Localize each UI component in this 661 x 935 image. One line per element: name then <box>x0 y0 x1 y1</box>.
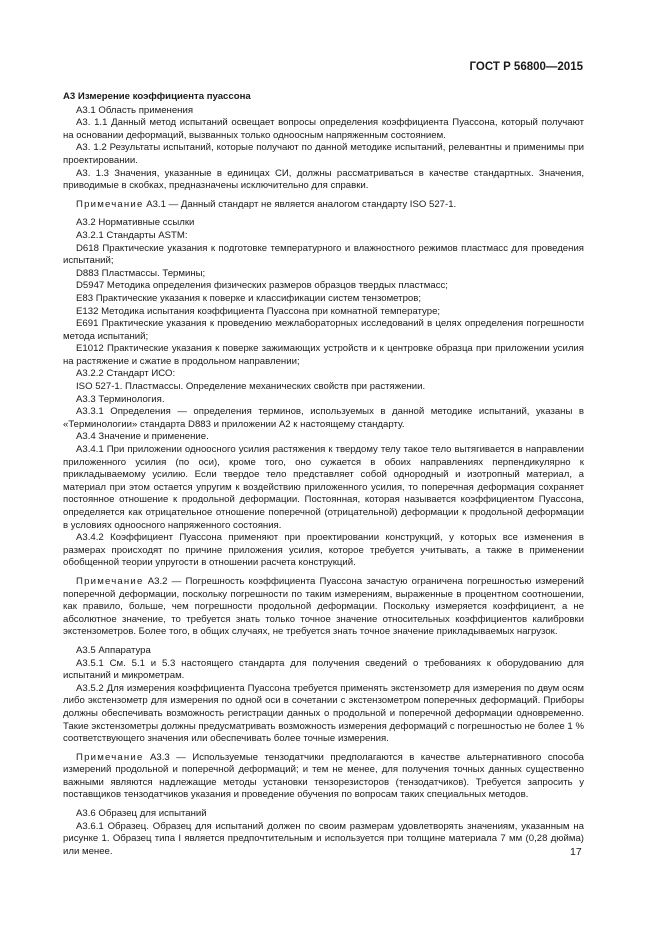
paragraph: E83 Практические указания к поверке и классификации систем тензометров; <box>76 292 422 304</box>
paragraph: А3.3 Терминология. <box>76 393 165 405</box>
note-text: А3.3 — Используемые тензодатчики предполагаются в качестве альтернативного способа измерений продольной и поперечной деформаций; и тем не менее, для получения точных данных существенно важными являются надлежащие методы установки тензорезисторов (тензодатчиков). Требуется запросить у поставщиков тензодатчиков указания и проведение обучения по вопросам таких специальных методов. <box>63 751 584 801</box>
paragraph: ISO 527-1. Пластмассы. Определение механических свойств при растяжении. <box>76 381 426 393</box>
note-label: Примечание <box>76 198 144 210</box>
paragraph: А3.4.1 При приложении одноосного усилия растяжения к твердому телу такое тело вытягивается в направлении приложенного усилия (по оси), кроме того, оно сужается в обоих направлениях перпендикулярно к прикладываемому усилию. Если твердое тело представляет собой однородный и изотропный материал, а материал при этом остается упругим к воздействию приложенного усилия, то поперечная деформация сохраняет постоянное отношение к продольной деформации. Постоянная, которая называется коэффициентом Пуассона, определяется как отрицательное отношение поперечной (отрицательной) деформации к продольной деформации в условиях одноосного напряженного состояния. <box>63 444 584 531</box>
paragraph: E691 Практические указания к проведению межлабораторных исследований в целях определения погрешности метода испытаний; <box>63 318 584 342</box>
paragraph: А3.2.2 Стандарт ИСО: <box>76 368 176 380</box>
document-body <box>63 91 584 858</box>
paragraph: А3.3.1 Определения — определения терминов, используемых в данной методике испытаний, указаны в «Терминологии» стандарта D883 и приложении А2 к настоящему стандарту. <box>63 406 584 430</box>
paragraph: А3.5 Аппаратура <box>76 644 151 656</box>
paragraph: D5947 Методика определения физических размеров образцов твердых пластмасс; <box>76 280 448 292</box>
note-text: А3.1 — Данный стандарт не является аналогом стандарту ISO 527-1. <box>143 198 457 210</box>
paragraph: А3.6.1 Образец. Образец для испытаний должен по своим размерам удовлетворять значениям, указанным на рисунке 1. Образец типа I является предпочтительным и используется при толщине материала 7 мм (0,28 дюйма) или менее. <box>63 820 584 857</box>
paragraph: E1012 Практические указания к поверке зажимающих устройств и к центровке образца при приложении усилия на растяжение и сжатие в продольном направлении; <box>63 343 584 367</box>
paragraph: D883 Пластмассы. Термины; <box>76 267 206 279</box>
note-paragraph <box>63 576 584 639</box>
paragraph: E132 Методика испытания коэффициента Пуассона при комнатной температуре; <box>76 305 441 317</box>
paragraph: А3.6 Образец для испытаний <box>76 808 207 820</box>
note-label: Примечание <box>76 575 144 587</box>
paragraph: А3.4.2 Коэффициент Пуассона применяют при проектировании конструкций, у которых все изменения в размерах происходят по причине приложения усилия, которое требуется учитывать, а также в применении обобщенной теории упругости в отношении расчета конструкций. <box>63 532 584 569</box>
paragraph: А3.1 Область применения <box>76 104 194 116</box>
standard-code: ГОСТ Р 56800—2015 <box>469 61 583 73</box>
paragraph: А3.5.2 Для измерения коэффициента Пуассона требуется применять экстензометр для измерения по двум осям либо экстензометр для измерения по одной оси в сочетании с экстензометром поперечных деформаций. Приборы должны обеспечивать возможность регистрации данных о продольной и поперечной деформации одновременно. Такие экстензометры должны предусматривать возможность измерения деформаций с погрешностью не более 1 % соответствующего значения или обеспечивать более точные измерения. <box>63 682 584 745</box>
paragraph: А3.2.1 Стандарты ASTM: <box>76 229 188 241</box>
note-text: А3.2 — Погрешность коэффициента Пуассона зачастую ограничена погрешностью измерений поперечной деформации, поскольку погрешности по таким измерениям, выраженные в процентном соотношении, как правило, больше, чем погрешности продольной деформации. Поскольку измеряется коэффициент, а не абсолютное значение, то требуется знать только точное значение относительных коэффициентов калибровки экстензометров. Более того, в общих случаях, не требуется знать точное значение прикладываемых нагрузок. <box>63 575 584 638</box>
paragraph: А3.2 Нормативные ссылки <box>76 217 195 229</box>
page-number: 17 <box>570 846 582 858</box>
paragraph: А3.4 Значение и применение. <box>76 431 209 443</box>
paragraph: А3.5.1 См. 5.1 и 5.3 настоящего стандарта для получения сведений о требованиях к оборудованию для испытаний и микрометрам. <box>63 657 584 682</box>
paragraph: А3. 1.1 Данный метод испытаний освещает вопросы определения коэффициента Пуассона, который получают на основании деформаций, вызванных только одноосным напряженным состоянием. <box>63 117 584 141</box>
paragraph: А3. 1.2 Результаты испытаний, которые получают по данной методике испытаний, релевантны и применимы при проектировании. <box>63 142 584 166</box>
note-paragraph <box>63 752 584 802</box>
note-label: Примечание <box>76 751 144 763</box>
paragraph: D618 Практические указания к подготовке температурного и влажностного режимов пластмасс для проведения испытаний; <box>63 242 584 267</box>
note-paragraph <box>63 199 584 212</box>
paragraph: А3. 1.3 Значения, указанные в единицах СИ, должны рассматриваться в качестве стандартных. Значения, приводимые в скобках, предназначены исключительно для справки. <box>63 167 584 192</box>
section-title: А3 Измерение коэффициента пуассона <box>63 91 251 102</box>
